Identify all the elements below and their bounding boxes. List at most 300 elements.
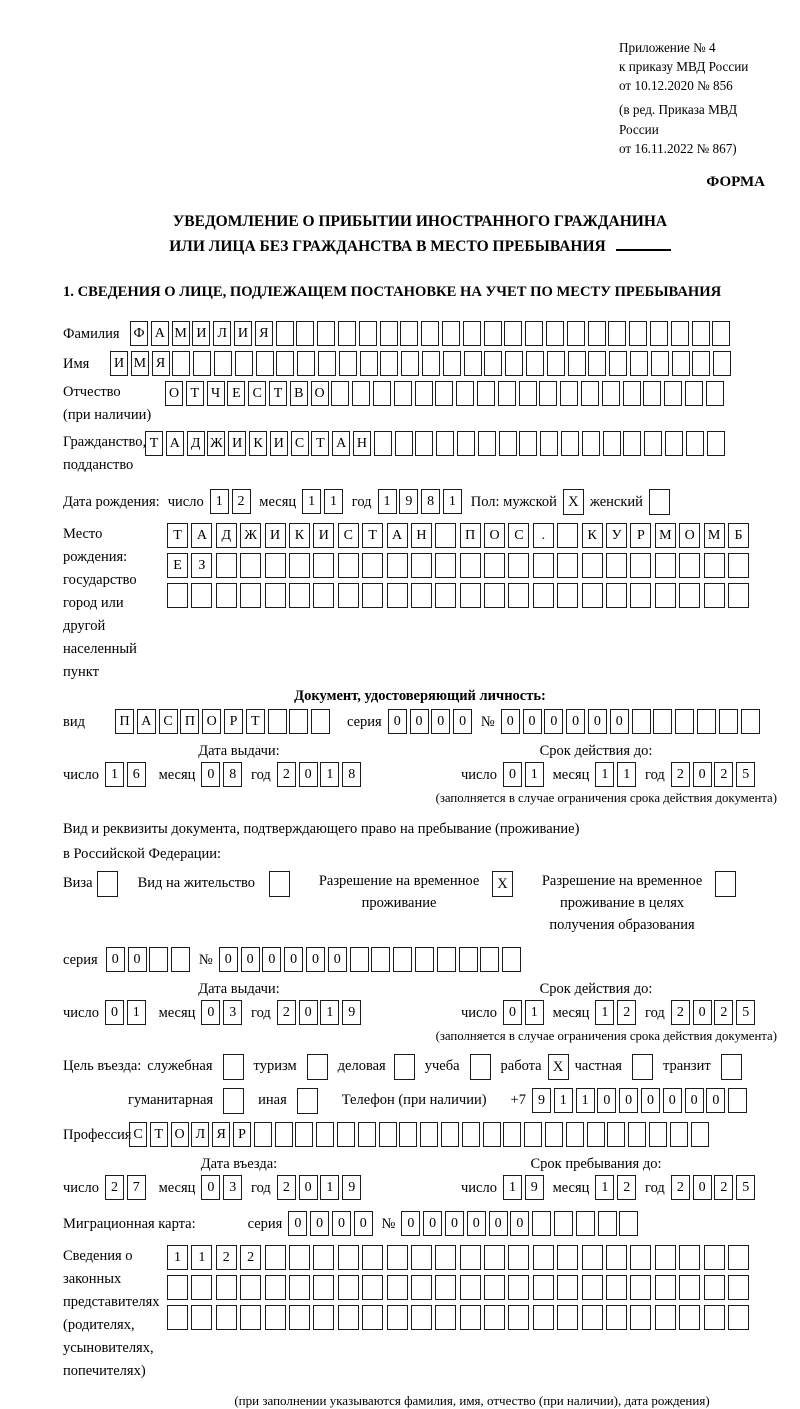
char-cell[interactable] bbox=[706, 381, 724, 406]
char-cell[interactable] bbox=[713, 351, 731, 376]
char-cell[interactable] bbox=[460, 583, 481, 608]
char-cell[interactable]: 1 bbox=[320, 762, 339, 787]
char-cell[interactable]: 5 bbox=[736, 762, 755, 787]
char-cell[interactable] bbox=[532, 1211, 551, 1236]
char-cell[interactable]: 1 bbox=[127, 1000, 146, 1025]
char-cell[interactable] bbox=[533, 1245, 554, 1270]
char-cell[interactable] bbox=[316, 1122, 334, 1147]
char-cell[interactable]: Т bbox=[150, 1122, 168, 1147]
char-cell[interactable] bbox=[362, 1305, 383, 1330]
char-cell[interactable] bbox=[557, 1245, 578, 1270]
char-cell[interactable] bbox=[533, 1275, 554, 1300]
char-cell[interactable] bbox=[508, 553, 529, 578]
char-cell[interactable]: О bbox=[679, 523, 700, 548]
char-cell[interactable] bbox=[216, 1275, 237, 1300]
char-cell[interactable] bbox=[588, 351, 606, 376]
char-cell[interactable] bbox=[644, 431, 662, 456]
char-cell[interactable] bbox=[606, 1245, 627, 1270]
char-cell[interactable] bbox=[630, 583, 651, 608]
char-cell[interactable]: 0 bbox=[706, 1088, 725, 1113]
char-cell[interactable] bbox=[632, 709, 651, 734]
char-cell[interactable] bbox=[526, 351, 544, 376]
char-cell[interactable] bbox=[289, 583, 310, 608]
char-cell[interactable] bbox=[171, 947, 190, 972]
char-cell[interactable] bbox=[498, 381, 516, 406]
char-cell[interactable] bbox=[415, 947, 434, 972]
char-cell[interactable]: У bbox=[606, 523, 627, 548]
char-cell[interactable]: К bbox=[249, 431, 267, 456]
char-cell[interactable]: 0 bbox=[241, 947, 260, 972]
char-cell[interactable] bbox=[483, 1122, 501, 1147]
char-cell[interactable]: 0 bbox=[284, 947, 303, 972]
char-cell[interactable] bbox=[297, 351, 315, 376]
char-cell[interactable] bbox=[436, 431, 454, 456]
char-cell[interactable]: 2 bbox=[671, 762, 690, 787]
char-cell[interactable]: 1 bbox=[443, 489, 462, 514]
char-cell[interactable] bbox=[240, 583, 261, 608]
char-cell[interactable]: 0 bbox=[431, 709, 450, 734]
char-cell[interactable]: М bbox=[655, 523, 676, 548]
char-cell[interactable] bbox=[499, 431, 517, 456]
char-cell[interactable] bbox=[728, 1245, 749, 1270]
char-cell[interactable] bbox=[193, 351, 211, 376]
char-cell[interactable] bbox=[265, 1245, 286, 1270]
char-cell[interactable] bbox=[191, 583, 212, 608]
char-cell[interactable]: Д bbox=[216, 523, 237, 548]
char-cell[interactable]: 0 bbox=[332, 1211, 351, 1236]
char-cell[interactable] bbox=[411, 1275, 432, 1300]
char-cell[interactable] bbox=[435, 1305, 456, 1330]
char-cell[interactable]: 0 bbox=[106, 947, 125, 972]
char-cell[interactable]: 0 bbox=[501, 709, 520, 734]
char-cell[interactable]: 2 bbox=[216, 1245, 237, 1270]
char-cell[interactable] bbox=[671, 321, 689, 346]
char-cell[interactable] bbox=[265, 1305, 286, 1330]
char-cell[interactable]: И bbox=[192, 321, 210, 346]
char-cell[interactable]: 0 bbox=[693, 762, 712, 787]
char-cell[interactable] bbox=[609, 351, 627, 376]
char-cell[interactable]: 0 bbox=[105, 1000, 124, 1025]
char-cell[interactable] bbox=[484, 1245, 505, 1270]
char-cell[interactable] bbox=[338, 553, 359, 578]
char-cell[interactable] bbox=[582, 553, 603, 578]
residence-permit-checkbox[interactable] bbox=[269, 871, 290, 897]
char-cell[interactable] bbox=[546, 321, 564, 346]
char-cell[interactable]: 1 bbox=[191, 1245, 212, 1270]
char-cell[interactable] bbox=[525, 321, 543, 346]
char-cell[interactable]: 9 bbox=[532, 1088, 551, 1113]
char-cell[interactable] bbox=[704, 553, 725, 578]
char-cell[interactable] bbox=[602, 381, 620, 406]
char-cell[interactable] bbox=[606, 1275, 627, 1300]
char-cell[interactable]: 0 bbox=[219, 947, 238, 972]
char-cell[interactable] bbox=[707, 431, 725, 456]
char-cell[interactable] bbox=[240, 553, 261, 578]
char-cell[interactable] bbox=[387, 553, 408, 578]
char-cell[interactable] bbox=[393, 947, 412, 972]
char-cell[interactable]: 2 bbox=[671, 1000, 690, 1025]
char-cell[interactable] bbox=[289, 553, 310, 578]
char-cell[interactable] bbox=[664, 381, 682, 406]
char-cell[interactable] bbox=[240, 1305, 261, 1330]
char-cell[interactable]: А bbox=[332, 431, 350, 456]
char-cell[interactable]: К bbox=[582, 523, 603, 548]
purpose-business-checkbox[interactable] bbox=[394, 1054, 415, 1080]
char-cell[interactable]: 1 bbox=[320, 1000, 339, 1025]
char-cell[interactable]: 0 bbox=[693, 1000, 712, 1025]
char-cell[interactable]: Р bbox=[630, 523, 651, 548]
char-cell[interactable] bbox=[265, 583, 286, 608]
char-cell[interactable]: 0 bbox=[410, 709, 429, 734]
char-cell[interactable] bbox=[629, 321, 647, 346]
char-cell[interactable]: 8 bbox=[342, 762, 361, 787]
char-cell[interactable] bbox=[480, 947, 499, 972]
char-cell[interactable] bbox=[606, 583, 627, 608]
char-cell[interactable] bbox=[655, 1305, 676, 1330]
char-cell[interactable]: Ч bbox=[207, 381, 225, 406]
char-cell[interactable] bbox=[313, 583, 334, 608]
char-cell[interactable] bbox=[719, 709, 738, 734]
char-cell[interactable] bbox=[741, 709, 760, 734]
char-cell[interactable] bbox=[630, 1275, 651, 1300]
char-cell[interactable]: Н bbox=[353, 431, 371, 456]
char-cell[interactable]: 1 bbox=[324, 489, 343, 514]
char-cell[interactable] bbox=[560, 381, 578, 406]
char-cell[interactable]: А bbox=[387, 523, 408, 548]
char-cell[interactable]: 0 bbox=[544, 709, 563, 734]
char-cell[interactable]: Т bbox=[167, 523, 188, 548]
char-cell[interactable]: 0 bbox=[453, 709, 472, 734]
char-cell[interactable] bbox=[533, 583, 554, 608]
char-cell[interactable] bbox=[554, 1211, 573, 1236]
char-cell[interactable] bbox=[665, 431, 683, 456]
char-cell[interactable] bbox=[460, 1275, 481, 1300]
char-cell[interactable] bbox=[415, 431, 433, 456]
char-cell[interactable]: 0 bbox=[299, 762, 318, 787]
char-cell[interactable] bbox=[679, 553, 700, 578]
char-cell[interactable] bbox=[167, 1305, 188, 1330]
char-cell[interactable]: С bbox=[338, 523, 359, 548]
char-cell[interactable] bbox=[675, 709, 694, 734]
char-cell[interactable] bbox=[582, 431, 600, 456]
char-cell[interactable] bbox=[401, 351, 419, 376]
char-cell[interactable] bbox=[545, 1122, 563, 1147]
char-cell[interactable]: Я bbox=[152, 351, 170, 376]
char-cell[interactable]: И bbox=[270, 431, 288, 456]
char-cell[interactable] bbox=[464, 351, 482, 376]
char-cell[interactable]: С bbox=[159, 709, 178, 734]
char-cell[interactable] bbox=[331, 381, 349, 406]
char-cell[interactable] bbox=[435, 583, 456, 608]
char-cell[interactable] bbox=[484, 321, 502, 346]
char-cell[interactable] bbox=[313, 1275, 334, 1300]
char-cell[interactable] bbox=[289, 1275, 310, 1300]
char-cell[interactable] bbox=[415, 381, 433, 406]
char-cell[interactable] bbox=[623, 431, 641, 456]
char-cell[interactable]: Е bbox=[167, 553, 188, 578]
char-cell[interactable] bbox=[338, 1245, 359, 1270]
char-cell[interactable]: И bbox=[110, 351, 128, 376]
char-cell[interactable] bbox=[459, 947, 478, 972]
char-cell[interactable]: Т bbox=[362, 523, 383, 548]
char-cell[interactable]: 0 bbox=[201, 1175, 220, 1200]
char-cell[interactable] bbox=[484, 553, 505, 578]
char-cell[interactable] bbox=[399, 1122, 417, 1147]
char-cell[interactable]: 0 bbox=[310, 1211, 329, 1236]
char-cell[interactable] bbox=[441, 1122, 459, 1147]
char-cell[interactable]: 1 bbox=[617, 762, 636, 787]
char-cell[interactable]: 0 bbox=[685, 1088, 704, 1113]
char-cell[interactable] bbox=[394, 381, 412, 406]
char-cell[interactable]: 1 bbox=[525, 762, 544, 787]
char-cell[interactable]: 0 bbox=[328, 947, 347, 972]
char-cell[interactable]: 2 bbox=[105, 1175, 124, 1200]
char-cell[interactable] bbox=[460, 1245, 481, 1270]
char-cell[interactable] bbox=[630, 351, 648, 376]
char-cell[interactable]: А bbox=[166, 431, 184, 456]
char-cell[interactable]: С bbox=[508, 523, 529, 548]
char-cell[interactable]: 8 bbox=[421, 489, 440, 514]
char-cell[interactable] bbox=[289, 1305, 310, 1330]
char-cell[interactable] bbox=[338, 583, 359, 608]
char-cell[interactable]: 0 bbox=[288, 1211, 307, 1236]
char-cell[interactable] bbox=[728, 583, 749, 608]
char-cell[interactable]: 0 bbox=[610, 709, 629, 734]
char-cell[interactable]: Я bbox=[212, 1122, 230, 1147]
char-cell[interactable]: Д bbox=[187, 431, 205, 456]
char-cell[interactable]: 2 bbox=[714, 762, 733, 787]
char-cell[interactable]: 9 bbox=[342, 1175, 361, 1200]
char-cell[interactable] bbox=[557, 1305, 578, 1330]
char-cell[interactable] bbox=[686, 431, 704, 456]
char-cell[interactable]: 9 bbox=[399, 489, 418, 514]
char-cell[interactable] bbox=[679, 1245, 700, 1270]
char-cell[interactable] bbox=[679, 1275, 700, 1300]
char-cell[interactable] bbox=[606, 1305, 627, 1330]
char-cell[interactable]: З bbox=[191, 553, 212, 578]
char-cell[interactable]: 0 bbox=[588, 709, 607, 734]
visa-checkbox[interactable] bbox=[97, 871, 118, 897]
char-cell[interactable]: 0 bbox=[306, 947, 325, 972]
char-cell[interactable] bbox=[380, 351, 398, 376]
male-checkbox[interactable]: X bbox=[563, 489, 584, 515]
char-cell[interactable] bbox=[387, 1245, 408, 1270]
char-cell[interactable] bbox=[651, 351, 669, 376]
char-cell[interactable] bbox=[457, 431, 475, 456]
char-cell[interactable] bbox=[728, 1088, 747, 1113]
char-cell[interactable] bbox=[296, 321, 314, 346]
char-cell[interactable]: 0 bbox=[128, 947, 147, 972]
char-cell[interactable] bbox=[437, 947, 456, 972]
char-cell[interactable]: П bbox=[115, 709, 134, 734]
char-cell[interactable]: С bbox=[248, 381, 266, 406]
char-cell[interactable] bbox=[443, 351, 461, 376]
char-cell[interactable] bbox=[704, 583, 725, 608]
char-cell[interactable]: О bbox=[202, 709, 221, 734]
char-cell[interactable] bbox=[360, 351, 378, 376]
char-cell[interactable]: 0 bbox=[693, 1175, 712, 1200]
char-cell[interactable] bbox=[655, 553, 676, 578]
char-cell[interactable] bbox=[685, 381, 703, 406]
char-cell[interactable] bbox=[216, 583, 237, 608]
char-cell[interactable]: Я bbox=[255, 321, 273, 346]
char-cell[interactable]: М bbox=[704, 523, 725, 548]
char-cell[interactable]: 0 bbox=[597, 1088, 616, 1113]
char-cell[interactable] bbox=[524, 1122, 542, 1147]
char-cell[interactable] bbox=[691, 1122, 709, 1147]
char-cell[interactable] bbox=[508, 1275, 529, 1300]
char-cell[interactable] bbox=[313, 1245, 334, 1270]
char-cell[interactable] bbox=[256, 351, 274, 376]
char-cell[interactable] bbox=[539, 381, 557, 406]
char-cell[interactable] bbox=[557, 523, 578, 548]
char-cell[interactable]: Б bbox=[728, 523, 749, 548]
char-cell[interactable]: А bbox=[191, 523, 212, 548]
char-cell[interactable] bbox=[547, 351, 565, 376]
char-cell[interactable]: 0 bbox=[445, 1211, 464, 1236]
char-cell[interactable] bbox=[582, 1245, 603, 1270]
char-cell[interactable]: 0 bbox=[503, 762, 522, 787]
char-cell[interactable]: 3 bbox=[223, 1175, 242, 1200]
char-cell[interactable] bbox=[373, 381, 391, 406]
char-cell[interactable] bbox=[478, 431, 496, 456]
char-cell[interactable]: 2 bbox=[232, 489, 251, 514]
char-cell[interactable] bbox=[411, 1245, 432, 1270]
char-cell[interactable] bbox=[240, 1275, 261, 1300]
char-cell[interactable]: 1 bbox=[210, 489, 229, 514]
char-cell[interactable]: И bbox=[234, 321, 252, 346]
char-cell[interactable]: 8 bbox=[223, 762, 242, 787]
char-cell[interactable] bbox=[607, 1122, 625, 1147]
char-cell[interactable] bbox=[630, 1245, 651, 1270]
char-cell[interactable] bbox=[519, 431, 537, 456]
char-cell[interactable] bbox=[338, 1275, 359, 1300]
char-cell[interactable] bbox=[587, 1122, 605, 1147]
char-cell[interactable]: О bbox=[171, 1122, 189, 1147]
char-cell[interactable]: 2 bbox=[240, 1245, 261, 1270]
char-cell[interactable] bbox=[598, 1211, 617, 1236]
char-cell[interactable] bbox=[167, 1275, 188, 1300]
char-cell[interactable] bbox=[374, 431, 392, 456]
char-cell[interactable] bbox=[568, 351, 586, 376]
char-cell[interactable]: О bbox=[484, 523, 505, 548]
char-cell[interactable] bbox=[338, 1305, 359, 1330]
char-cell[interactable]: 0 bbox=[388, 709, 407, 734]
char-cell[interactable]: С bbox=[291, 431, 309, 456]
char-cell[interactable]: Р bbox=[224, 709, 243, 734]
char-cell[interactable]: 3 bbox=[223, 1000, 242, 1025]
char-cell[interactable] bbox=[712, 321, 730, 346]
char-cell[interactable] bbox=[508, 1245, 529, 1270]
char-cell[interactable] bbox=[380, 321, 398, 346]
char-cell[interactable] bbox=[503, 1122, 521, 1147]
char-cell[interactable] bbox=[172, 351, 190, 376]
char-cell[interactable] bbox=[650, 321, 668, 346]
char-cell[interactable]: 2 bbox=[277, 1175, 296, 1200]
char-cell[interactable]: 0 bbox=[489, 1211, 508, 1236]
char-cell[interactable] bbox=[670, 1122, 688, 1147]
temp-residence-edu-checkbox[interactable] bbox=[715, 871, 736, 897]
char-cell[interactable] bbox=[608, 321, 626, 346]
char-cell[interactable]: 6 bbox=[127, 762, 146, 787]
char-cell[interactable] bbox=[289, 709, 308, 734]
char-cell[interactable] bbox=[630, 553, 651, 578]
char-cell[interactable]: К bbox=[289, 523, 310, 548]
purpose-study-checkbox[interactable] bbox=[470, 1054, 491, 1080]
char-cell[interactable] bbox=[655, 583, 676, 608]
char-cell[interactable] bbox=[216, 553, 237, 578]
char-cell[interactable]: Т bbox=[246, 709, 265, 734]
char-cell[interactable] bbox=[339, 351, 357, 376]
char-cell[interactable]: 0 bbox=[299, 1000, 318, 1025]
char-cell[interactable]: 5 bbox=[736, 1000, 755, 1025]
char-cell[interactable] bbox=[519, 381, 537, 406]
char-cell[interactable] bbox=[508, 583, 529, 608]
char-cell[interactable] bbox=[421, 321, 439, 346]
char-cell[interactable]: М bbox=[172, 321, 190, 346]
char-cell[interactable] bbox=[557, 553, 578, 578]
char-cell[interactable]: 0 bbox=[354, 1211, 373, 1236]
char-cell[interactable]: 2 bbox=[617, 1000, 636, 1025]
char-cell[interactable] bbox=[603, 431, 621, 456]
char-cell[interactable]: 1 bbox=[525, 1000, 544, 1025]
char-cell[interactable]: 2 bbox=[277, 762, 296, 787]
char-cell[interactable] bbox=[484, 351, 502, 376]
char-cell[interactable]: 1 bbox=[105, 762, 124, 787]
char-cell[interactable]: 0 bbox=[262, 947, 281, 972]
char-cell[interactable]: 2 bbox=[714, 1175, 733, 1200]
char-cell[interactable]: И bbox=[265, 523, 286, 548]
char-cell[interactable] bbox=[557, 1275, 578, 1300]
char-cell[interactable] bbox=[728, 1305, 749, 1330]
char-cell[interactable]: 1 bbox=[576, 1088, 595, 1113]
char-cell[interactable]: 1 bbox=[320, 1175, 339, 1200]
purpose-tourism-checkbox[interactable] bbox=[307, 1054, 328, 1080]
purpose-official-checkbox[interactable] bbox=[223, 1054, 244, 1080]
char-cell[interactable]: П bbox=[460, 523, 481, 548]
char-cell[interactable]: Ж bbox=[207, 431, 225, 456]
char-cell[interactable]: 0 bbox=[503, 1000, 522, 1025]
purpose-humanitarian-checkbox[interactable] bbox=[223, 1088, 244, 1114]
char-cell[interactable] bbox=[149, 947, 168, 972]
char-cell[interactable] bbox=[582, 583, 603, 608]
char-cell[interactable] bbox=[362, 1245, 383, 1270]
char-cell[interactable] bbox=[276, 321, 294, 346]
char-cell[interactable] bbox=[581, 381, 599, 406]
char-cell[interactable]: Ф bbox=[130, 321, 148, 346]
purpose-transit-checkbox[interactable] bbox=[721, 1054, 742, 1080]
char-cell[interactable] bbox=[728, 1275, 749, 1300]
char-cell[interactable] bbox=[505, 351, 523, 376]
char-cell[interactable] bbox=[697, 709, 716, 734]
char-cell[interactable]: 0 bbox=[641, 1088, 660, 1113]
char-cell[interactable] bbox=[387, 1305, 408, 1330]
char-cell[interactable]: 0 bbox=[299, 1175, 318, 1200]
char-cell[interactable]: 2 bbox=[277, 1000, 296, 1025]
char-cell[interactable]: Н bbox=[411, 523, 432, 548]
char-cell[interactable] bbox=[379, 1122, 397, 1147]
char-cell[interactable] bbox=[692, 321, 710, 346]
char-cell[interactable] bbox=[462, 1122, 480, 1147]
char-cell[interactable] bbox=[540, 431, 558, 456]
char-cell[interactable] bbox=[265, 1275, 286, 1300]
char-cell[interactable] bbox=[435, 553, 456, 578]
char-cell[interactable] bbox=[313, 553, 334, 578]
char-cell[interactable] bbox=[628, 1122, 646, 1147]
female-checkbox[interactable] bbox=[649, 489, 670, 515]
char-cell[interactable]: О bbox=[165, 381, 183, 406]
char-cell[interactable] bbox=[362, 583, 383, 608]
